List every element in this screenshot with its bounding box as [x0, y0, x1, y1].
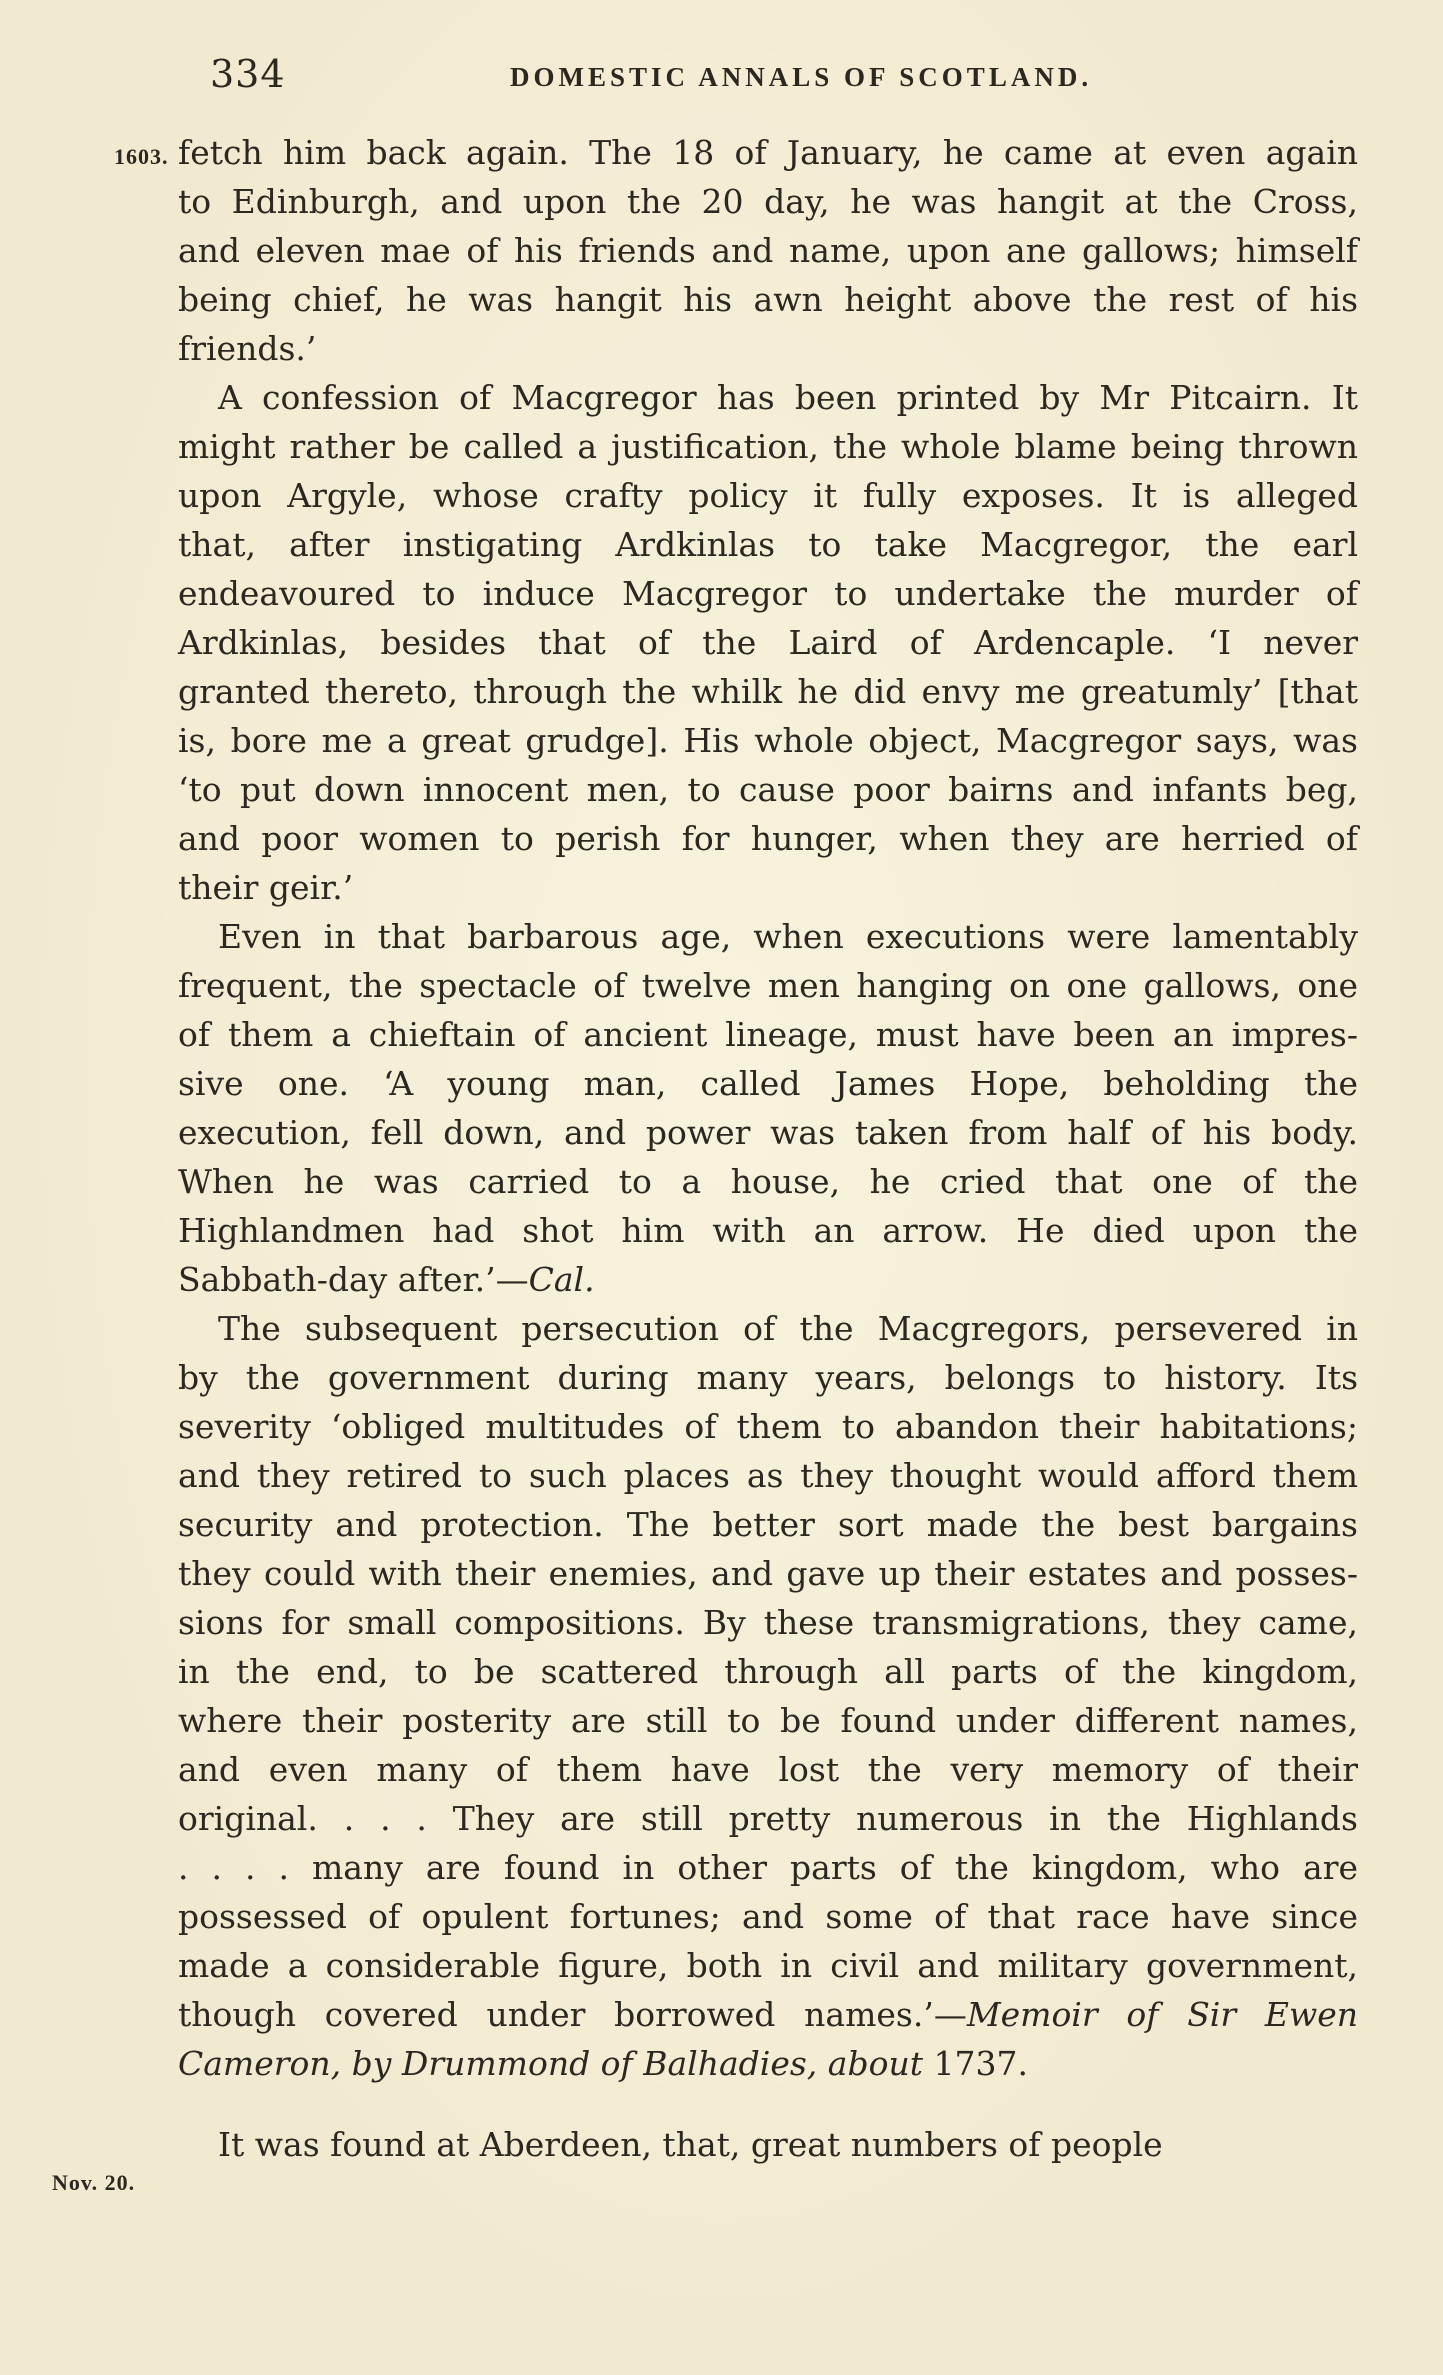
- citation-memoir-title: Memoir of Sir Ewen: [966, 1995, 1358, 2034]
- text-line: . . . . many are found in other parts of the kingdom, who are: [178, 1848, 1358, 1887]
- text-line: granted thereto, through the whilk he did envy me greatumly’ [that: [178, 672, 1358, 711]
- text-line: fetch him back again. The 18 of January, he came at even again: [178, 133, 1358, 172]
- text-line: and eleven mae of his friends and name, upon ane gallows; himself: [178, 231, 1358, 270]
- body-text: [178, 128, 1358, 2169]
- text-line: Sabbath-day after.’—: [178, 1260, 529, 1299]
- citation-cal: Cal.: [528, 1260, 595, 1299]
- text-line: their geir.’: [178, 868, 354, 907]
- citation-memoir-author: Cameron, by Drummond of Balhadies,: [178, 2044, 818, 2083]
- text-line: Even in that barbarous age, when executions were lamentably: [218, 917, 1358, 956]
- text-line: execution, fell down, and power was taken from half of his body.: [178, 1113, 1358, 1152]
- text-line: they could with their enemies, and gave up their estates and posses-: [178, 1554, 1358, 1593]
- text-line: When he was carried to a house, he cried that one of the: [178, 1162, 1358, 1201]
- text-line-with-citation: [178, 1990, 1358, 2039]
- text-line: and they retired to such places as they thought would afford them: [178, 1456, 1358, 1495]
- margin-year: 1603.: [114, 144, 169, 169]
- paragraph-gap: [178, 2088, 1358, 2120]
- text-line: A confession of Macgregor has been printed by Mr Pitcairn. It: [218, 378, 1358, 417]
- text-line: severity ‘obliged multitudes of them to abandon their habitations;: [178, 1407, 1358, 1446]
- text-line: might rather be called a justification, the whole blame being thrown: [178, 427, 1358, 466]
- text-line: and poor women to perish for hunger, when they are herried of: [178, 819, 1358, 858]
- text-line: endeavoured to induce Macgregor to undertake the murder of: [178, 574, 1358, 613]
- text-line: frequent, the spectacle of twelve men hanging on one gallows, one: [178, 966, 1358, 1005]
- text-line: by the government during many years, belongs to history. Its: [178, 1358, 1358, 1397]
- text-line: in the end, to be scattered through all parts of the kingdom,: [178, 1652, 1358, 1691]
- text-line: Highlandmen had shot him with an arrow. He died upon the: [178, 1211, 1358, 1250]
- page-header: [210, 52, 1360, 102]
- text-line: where their posterity are still to be found under different names,: [178, 1701, 1358, 1740]
- text-line: friends.’: [178, 329, 317, 368]
- page-number: 334: [210, 52, 286, 96]
- text-line: sions for small compositions. By these transmigrations, they came,: [178, 1603, 1358, 1642]
- text-line: is, bore me a great grudge]. His whole object, Macgregor says, was: [178, 721, 1358, 760]
- running-title: DOMESTIC ANNALS OF SCOTLAND.: [510, 62, 1093, 92]
- citation-line: [178, 2039, 1358, 2088]
- text-line: of them a chieftain of ancient lineage, must have been an impres-: [178, 1015, 1358, 1054]
- text-line: made a considerable figure, both in civil and military government,: [178, 1946, 1358, 1985]
- margin-date: Nov. 20.: [52, 2170, 136, 2195]
- text-line: original. . . . They are still pretty numerous in the Highlands: [178, 1799, 1358, 1838]
- text-line: and even many of them have lost the very memory of their: [178, 1750, 1358, 1789]
- text-line: to Edinburgh, and upon the 20 day, he was hangit at the Cross,: [178, 182, 1358, 221]
- text-line-with-citation: [178, 1255, 1358, 1304]
- text-line: that, after instigating Ardkinlas to take Macgregor, the earl: [178, 525, 1358, 564]
- text-line: though covered under borrowed names.’—: [178, 1995, 967, 2034]
- text-line: upon Argyle, whose crafty policy it fully exposes. It is alleged: [178, 476, 1358, 515]
- text-line: ‘to put down innocent men, to cause poor bairns and infants beg,: [178, 770, 1358, 809]
- text-line: The subsequent persecution of the Macgregors, persevered in: [218, 1309, 1358, 1348]
- text-line: being chief, he was hangit his awn height above the rest of his: [178, 280, 1358, 319]
- text-line: It was found at Aberdeen, that, great numbers of people: [218, 2125, 1163, 2164]
- text-line: security and protection. The better sort made the best bargains: [178, 1505, 1358, 1544]
- text-line: Ardkinlas, besides that of the Laird of Ardencaple. ‘I never: [178, 623, 1358, 662]
- text-line: sive one. ‘A young man, called James Hope, beholding the: [178, 1064, 1358, 1103]
- text-line: possessed of opulent fortunes; and some of that race have since: [178, 1897, 1358, 1936]
- citation-memoir-year: 1737.: [933, 2044, 1028, 2083]
- citation-memoir-about: about: [827, 2044, 923, 2083]
